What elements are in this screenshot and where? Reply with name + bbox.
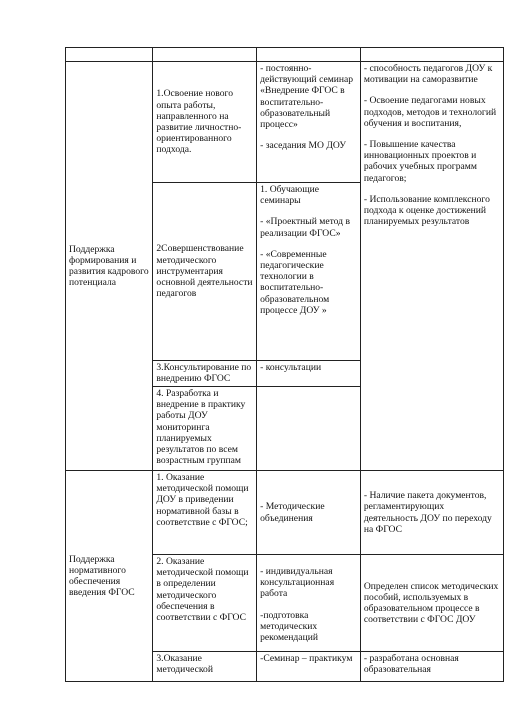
forms-text: -подготовка методических рекомендаций: [260, 609, 318, 644]
task-text: 2Совершенствование методического инструментария основной деятельности педагогов: [156, 243, 253, 300]
results-cell: [360, 555, 503, 652]
table-header-row: [66, 48, 504, 62]
forms-cell: [257, 62, 361, 183]
forms-cell: [257, 361, 361, 387]
forms-cell: [257, 652, 361, 682]
result-text: - способность педагогов ДОУ к мотивации на саморазвитие: [363, 63, 493, 86]
forms-text: - «Современные педагогические технологии в воспитательно-образовательном процессе ДОУ »: [260, 248, 330, 316]
table-row: [66, 62, 504, 183]
result-text: - разработана основная образовательная: [363, 653, 459, 676]
forms-text: 1. Обучающие семинары: [260, 184, 319, 207]
forms-text: -Семинар – практикум: [260, 653, 353, 664]
task-text: 2. Оказание методической помощи в определении методического обеспечения в соответствии с ФГОС: [156, 556, 249, 624]
result-text: - Освоение педагогами новых подходов, методов и технологий обучения и воспитания,: [363, 95, 497, 129]
task-text: 1. Оказание методической помощи ДОУ в приведении нормативной базы в соответствие с ФГОС;: [156, 472, 249, 528]
result-text: - Использование комплексного подхода к оценке достижений планируемых результатов: [363, 193, 490, 228]
forms-cell: [257, 183, 361, 361]
task-text: 3.Оказание методической: [156, 653, 213, 676]
forms-text: - Методические объединения: [260, 501, 325, 524]
task-text: 1.Освоение нового опыта работы, направленного на развитие личностно-ориентированного подхода.: [156, 88, 242, 156]
task-cell: [153, 183, 257, 361]
forms-cell: [257, 387, 361, 471]
task-text: 3.Консультирование по внедрению ФГОС: [156, 362, 252, 385]
forms-text: - постоянно-действующий семинар «Внедрение ФГОС в воспитательно-образовательный процесс»: [260, 63, 354, 131]
result-text: - Повышение качества инновационных проектов и рабочих учебных программ педагогов;: [363, 139, 477, 184]
section-title: Поддержка нормативного обеспечения введения ФГОС: [69, 553, 135, 599]
header-cell: [153, 48, 257, 62]
forms-text: - заседания МО ДОУ: [260, 140, 347, 152]
results-cell: [360, 471, 503, 555]
result-text: - Наличие пакета документов, регламентирующих деятельность ДОУ по переходу на ФГОС: [363, 490, 492, 535]
header-cell: [360, 48, 503, 62]
header-cell: [257, 48, 361, 62]
header-cell: [66, 48, 153, 62]
task-cell: [153, 652, 257, 682]
plan-table: [65, 47, 504, 682]
task-cell: [153, 387, 257, 471]
forms-cell: [257, 555, 361, 652]
forms-text: - консультации: [260, 362, 322, 373]
section-title: Поддержка формирования и развития кадрового потенциала: [69, 243, 149, 289]
task-cell: [153, 555, 257, 652]
section-title-cell: [66, 62, 153, 471]
task-cell: [153, 361, 257, 387]
task-text: 4. Разработка и внедрение в практику работы ДОУ мониторинга планируемых результатов по всем возрастным группам: [156, 388, 246, 467]
forms-text: - индивидуальная консультационная работа: [260, 566, 335, 600]
task-cell: [153, 62, 257, 183]
forms-cell: [257, 471, 361, 555]
result-text: Определен список методических пособий, используемых в образовательном процессе в соответствии с ФГОС ДОУ: [363, 580, 499, 626]
results-cell: [360, 652, 503, 682]
task-cell: [153, 471, 257, 555]
section-title-cell: [66, 471, 153, 682]
results-cell: [360, 62, 503, 471]
table-row: [66, 471, 504, 555]
forms-text: - «Проектный метод в реализации ФГОС»: [260, 216, 350, 239]
